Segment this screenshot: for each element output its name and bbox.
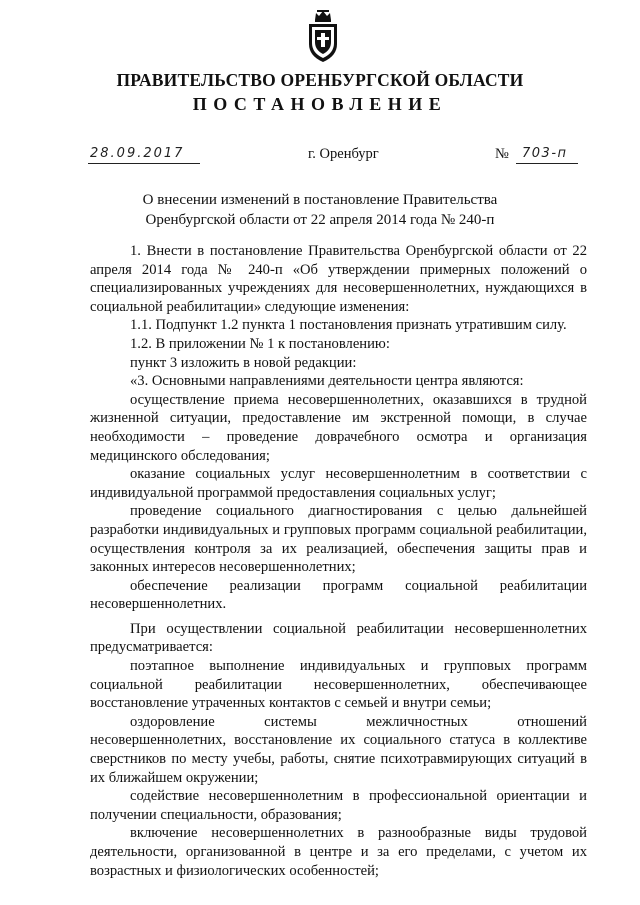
paragraph: При осуществлении социальной реабилитации несовершеннолетних предусматривается: [90,620,587,656]
subject-line-2: Оренбургской области от 22 апреля 2014 года № 240-п [145,212,495,228]
number-label: № [495,146,509,162]
document-type-title: ПОСТАНОВЛЕНИЕ [192,94,448,114]
decree-date: 28.09.2017 [88,145,200,164]
paragraph: осуществление приема несовершеннолетних, оказавшихся в трудной жизненной ситуации, предоставление им экстренной помощи, в случае необходимости – проведение доврачебного осмотра и организация медицинского обследования; [90,391,587,464]
paragraph: содействие несовершеннолетним в профессиональной ориентации и получении специальности, образования; [90,788,587,823]
decree-number: 703-п [516,145,578,164]
paragraph: оздоровление системы межличностных отношений несовершеннолетних, восстановление их социального статуса в коллективе сверстников по месту учебы, работы, снятие психотравмирующих ситуаций в их ближайшем окружении; [90,713,587,786]
paragraph: «3. Основными направлениями деятельности центра являются: [130,373,524,390]
paragraph: пункт 3 изложить в новой редакции: [130,354,357,371]
paragraph: 1.1. Подпункт 1.2 пункта 1 постановления признать утратившим силу. [130,317,567,334]
paragraph: 1.2. В приложении № 1 к постановлению: [130,335,390,352]
paragraph: оказание социальных услуг несовершеннолетним в соответствии с индивидуальной программой предоставления социальных услуг; [90,466,587,501]
paragraph: поэтапное выполнение индивидуальных и групповых программ социальной реабилитации несовершеннолетних, обеспечивающее восстановление утраченных контактов с семьей и внутри семьи; [90,658,587,712]
paragraph: включение несовершеннолетних в разнообразные виды трудовой деятельности, организованной в центре и за его пределами, с учетом их возрастных и физиологических особенностей; [90,825,587,879]
paragraph: обеспечение реализации программ социальной реабилитации несовершеннолетних. [90,577,587,613]
organization-name: ПРАВИТЕЛЬСТВО ОРЕНБУРГСКОЙ ОБЛАСТИ [116,70,524,90]
subject-line-1: О внесении изменений в постановление Правительства [142,192,498,208]
decree-body [90,242,587,880]
paragraph: 1. Внести в постановление Правительства Оренбургской области от 22 апреля 2014 года № 240-п «Об утверждении примерных положений о специализированных учреждениях для несовершеннолетних, нуждающихся в социальной реабилитации» следующие изменения: [90,243,587,315]
coat-of-arms-icon [306,8,340,64]
decree-subject [0,190,640,230]
paragraph: проведение социального диагностирования с целью дальнейшей разработки индивидуальных и групповых программ социальной реабилитации, осуществления контроля за их реализацией, обеспечения защиты прав и законных интересов несовершеннолетних; [90,503,587,576]
city-name: г. Оренбург [308,146,379,162]
